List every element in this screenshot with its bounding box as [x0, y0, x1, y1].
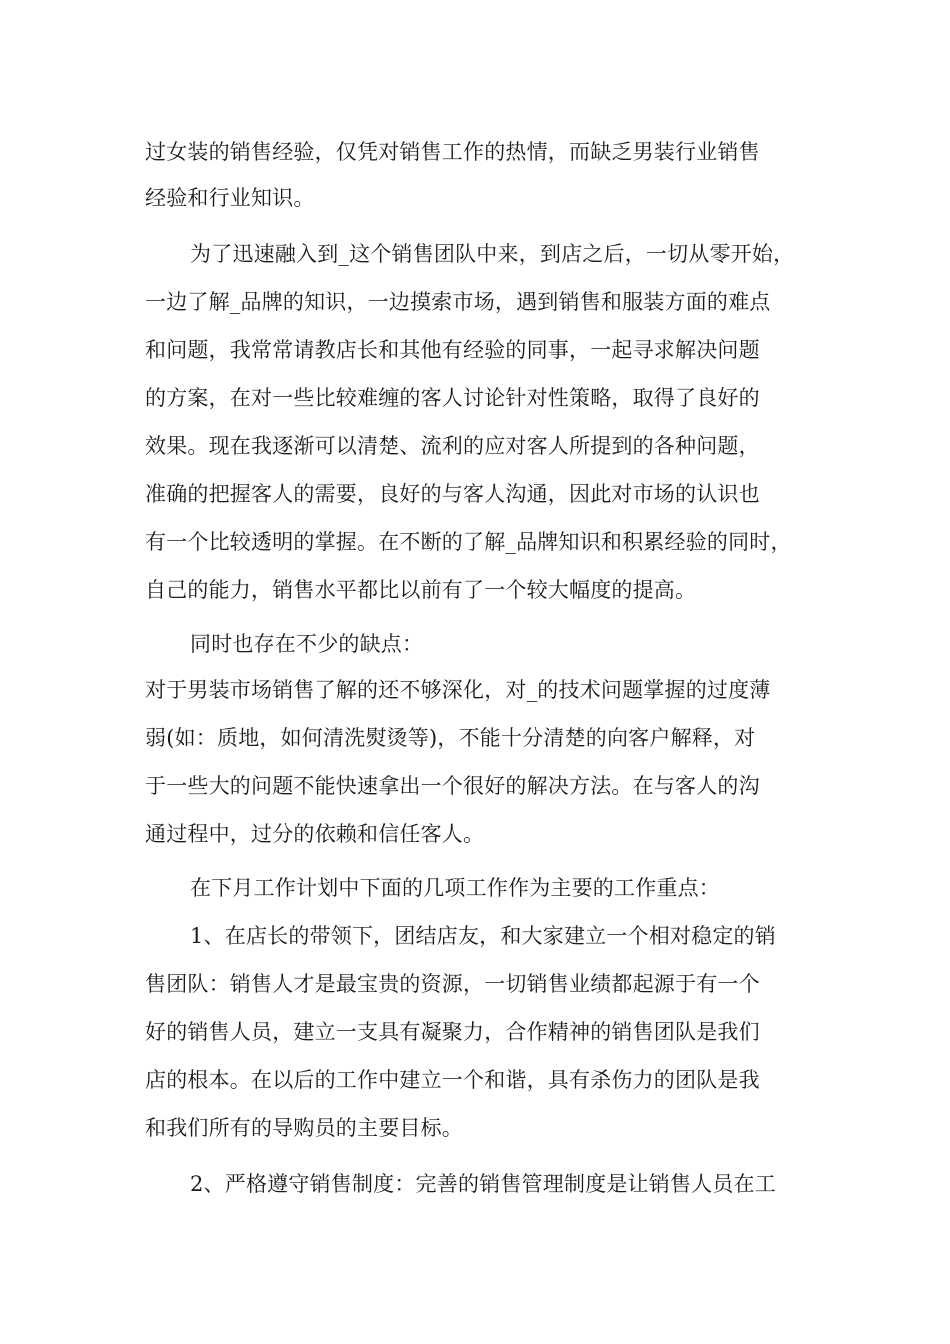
text-line: 经验和行业知识。	[145, 186, 315, 210]
text-line: 好的销售人员，建立一支具有凝聚力，合作精神的销售团队是我们	[145, 1020, 760, 1044]
text-line: 一边了解_品牌的知识，一边摸索市场，遇到销售和服装方面的难点	[145, 290, 771, 314]
text-line: 于一些大的问题不能快速拿出一个很好的解决方法。在与客人的沟	[145, 774, 760, 798]
text-line: 弱(如：质地，如何清洗熨烫等)，不能十分清楚的向客户解释，对	[145, 726, 756, 750]
text-line: 对于男装市场销售了解的还不够深化，对_的技术问题掌握的过度薄	[145, 678, 771, 702]
paragraph-start-line: 2、严格遵守销售制度：完善的销售管理制度是让销售人员在工	[190, 1172, 776, 1196]
paragraph-start-line: 为了迅速融入到_这个销售团队中来，到店之后，一切从零开始，	[190, 242, 795, 266]
text-line: 的方案，在对一些比较难缠的客人讨论针对性策略，取得了良好的	[145, 386, 760, 410]
text-line: 通过程中，过分的依赖和信任客人。	[145, 822, 485, 846]
text-line: 有一个比较透明的掌握。在不断的了解_品牌知识和积累经验的同时，	[145, 530, 792, 554]
text-line: 过女装的销售经验，仅凭对销售工作的热情，而缺乏男装行业销售	[145, 140, 760, 164]
text-line: 和我们所有的导购员的主要目标。	[145, 1116, 463, 1140]
text-line: 自己的能力，销售水平都比以前有了一个较大幅度的提高。	[145, 578, 697, 602]
text-line: 效果。现在我逐渐可以清楚、流利的应对客人所提到的各种问题，	[145, 434, 760, 458]
text-line: 售团队：销售人才是最宝贵的资源，一切销售业绩都起源于有一个	[145, 972, 760, 996]
text-line: 店的根本。在以后的工作中建立一个和谐，具有杀伤力的团队是我	[145, 1068, 760, 1092]
paragraph-start-line: 在下月工作计划中下面的几项工作作为主要的工作重点：	[190, 876, 720, 900]
text-line: 和问题，我常常请教店长和其他有经验的同事，一起寻求解决问题	[145, 338, 760, 362]
paragraph-start-line: 1、在店长的带领下，团结店友，和大家建立一个相对稳定的销	[190, 924, 776, 948]
text-line: 准确的把握客人的需要，良好的与客人沟通，因此对市场的认识也	[145, 482, 760, 506]
paragraph-start-line: 同时也存在不少的缺点：	[190, 632, 424, 656]
